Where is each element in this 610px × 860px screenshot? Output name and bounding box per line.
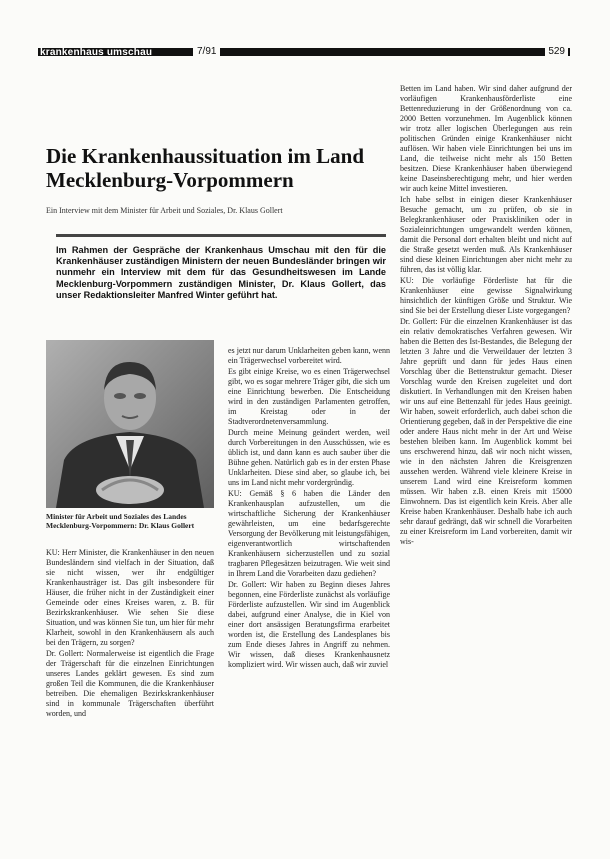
text-column-1 xyxy=(46,548,214,834)
portrait-image xyxy=(46,340,214,508)
article-subtitle: Ein Interview mit dem Minister für Arbeit und Soziales, Dr. Klaus Gollert xyxy=(46,206,283,215)
photo-caption: Minister für Arbeit und Soziales des Landes Mecklenburg-Vorpommern: Dr. Klaus Gollert xyxy=(46,512,195,530)
magazine-name: krankenhaus umschau xyxy=(40,47,153,58)
paragraph: KU: Gemäß § 6 haben die Länder den Krankenhausplan aufzustellen, um die wirtschaftliche Sicherung der Krankenhäuser gewährleisten, um eine bedarfsgerechte Versorgung der Bevölkerung mit leistungsfähigen, eigenverantwortlich wirtschaftenden Krankenhäusern sicherzustellen und zu sozial tragbaren Pflegesätzen beizutragen. Wie weit sind in Ihrem Land die Vorarbeiten dazu gediehen? xyxy=(228,489,390,578)
paragraph: KU: Herr Minister, die Krankenhäuser in den neuen Bundesländern sind vielfach in der Situation, daß sie nicht wissen, wer ihr endgültiger Krankenhausträger ist. Das gilt insbesondere für Häuser, die früher nicht in der Zuständigkeit einer Gemeinde oder eines Kreises waren, z. B. für Bezirkskrankenhäuser. Wie sehen Sie diese Situation, und was können Sie tun, um hier für mehr Klarheit, sowohl in den Krankenhäusern als auch bei den Trägern, zu sorgen? xyxy=(46,548,214,647)
lead-box xyxy=(56,234,386,335)
minister-photo xyxy=(46,340,214,508)
paragraph: Dr. Gollert: Für die einzelnen Krankenhäuser ist das ein relativ demokratisches Verfahren gewesen. Wir haben die Betten des Ist-Bestandes, die Belegung der letzten 3 Jahre und die Verweildauer der letzten 3 Jahre geprüft und dann für jedes Haus einen Vorschlag über die Bettenstruktur gemacht. Dieser Vorschlag wurde den Kreisen zugeleitet und dort diskutiert. In Verhandlungen mit den Kreisen haben wir uns auf eine Bettenzahl für jedes Haus geeinigt. Wir haben, soweit erforderlich, auch dabei schon die Orientierung gegeben, daß in der Perspektive die eine oder andere Haus nicht mehr in der Art und Weise bestehen bleiben kann. Im Augenblick kommt bei uns erschwerend hinzu, daß wir noch nicht wissen, wie in den nächsten Jahren die Kreisgrenzen aussehen werden. Während viele kleinere Kreise in unserem Land wird eine Kreisreform kommen müssen. Wir haben z.B. einen Kreis mit 15000 Einwohnern. Das ist eigentlich kein Kreis. Aber alle Kreise haben Krankenhäuser. Deshalb habe ich auch sehr darauf gedrängt, daß wir schnell die Vorarbeiten zu einer Kreisreform im Land vorbereiten, damit wir wis- xyxy=(400,317,572,546)
paragraph: Durch meine Meinung geändert werden, weil durch Vorbereitungen in den Ausschüssen, wie es üblich ist, und dann kann es auch sauber über die Bühne gehen. Natürlich gab es in der ersten Phase Unklarheiten. Diese sind aber, so glaube ich, bei uns im Land nicht mehr vordergründig. xyxy=(228,428,390,487)
paragraph: Ich habe selbst in einigen dieser Krankenhäuser Besuche gemacht, um zu prüfen, ob sie in Belegkrankenhäuser oder Praxiskliniken oder in Sozialeinrichtungen umgewandelt werden können, damit die Personal dort erhalten bleibt und nicht auf die Straße gesetzt werden muß. Als Krankenhäuser sind diese kleinen Einrichtungen aber nicht mehr zu führen, das ist völlig klar. xyxy=(400,195,572,274)
page-number: 529 xyxy=(545,46,568,57)
paragraph: Dr. Gollert: Normalerweise ist eigentlich die Frage der Trägerschaft für die einzelnen Einrichtungen unseres Landes geklärt gewesen. Es sind zum großen Teil die Kommunen, die die Krankenhäuser betreiben. Die ehemaligen Bezirkskrankenhäuser sind in kommunale Trägerschaften überführt worden, und xyxy=(46,649,214,718)
text-column-2 xyxy=(228,346,390,834)
paragraph: Es gibt einige Kreise, wo es einen Trägerwechsel gibt, wo es sogar mehrere Träger gibt, die sich um eine Einrichtung bewerben. Die Entscheidung wird in den zuständigen Parlamenten getroffen, im Kreistag oder in der Stadtverordnetenversammlung. xyxy=(228,367,390,426)
paragraph: Betten im Land haben. Wir sind daher aufgrund der vorläufigen Krankenhausförderliste eine Bettenreduzierung in der Größenordnung von ca. 2000 Betten vorzunehmen. Im Augenblick können wir trotz aller logischen Überlegungen aus rein politischen Gründen einige Krankenhäuser nicht auflösen. Wir haben viele Einrichtungen bei uns im Land, die teilweise nicht mehr als 150 Betten besitzen. Diese Krankenhäuser haben überwiegend keine Daseinsberechtigung mehr, und hier werden wir auch keine Mittel investieren. xyxy=(400,84,572,193)
paragraph: KU: Die vorläufige Förderliste hat für die Krankenhäuser eine gewisse Signalwirkung hinsichtlich der künftigen Größe und Struktur. Wie sind Sie bei der Erstellung dieser Liste vorgegangen? xyxy=(400,276,572,315)
text-column-3 xyxy=(400,84,572,860)
issue-number: 7/91 xyxy=(193,46,220,57)
article-title: Die Krankenhaussituation im Land Mecklenburg-Vorpommern xyxy=(46,144,364,192)
lead-text: Im Rahmen der Gespräche der Krankenhaus Umschau mit den für die Krankenhäuser zuständigen Ministern der neuen Bundesländer bringen wir nunmehr ein Interview mit dem für das Gesundheitswesen im Lande Mecklenburg-Vorpommern zuständigen Minister, Dr. Klaus Gollert, das unser Redaktionsleiter Manfred Winter geführt hat. xyxy=(56,245,386,300)
paragraph: es jetzt nur darum Unklarheiten geben kann, wenn ein Trägerwechsel vorbereitet wird. xyxy=(228,346,390,365)
paragraph: Dr. Gollert: Wir haben zu Beginn dieses Jahres begonnen, eine Förderliste zunächst als vorläufige Förderliste aufzustellen. Wir sind im Augenblick dabei, aufgrund einer Analyse, die in Kiel von einer dort ansässigen Beratungsfirma erarbeitet worden ist, die Erstellung des Landesplanes bis zum Ende dieses Jahres in Angriff zu nehmen. Wir wissen, daß dieses Krankenhausnetz kompliziert wird. Wir wissen auch, daß wir zuviel xyxy=(228,580,390,669)
